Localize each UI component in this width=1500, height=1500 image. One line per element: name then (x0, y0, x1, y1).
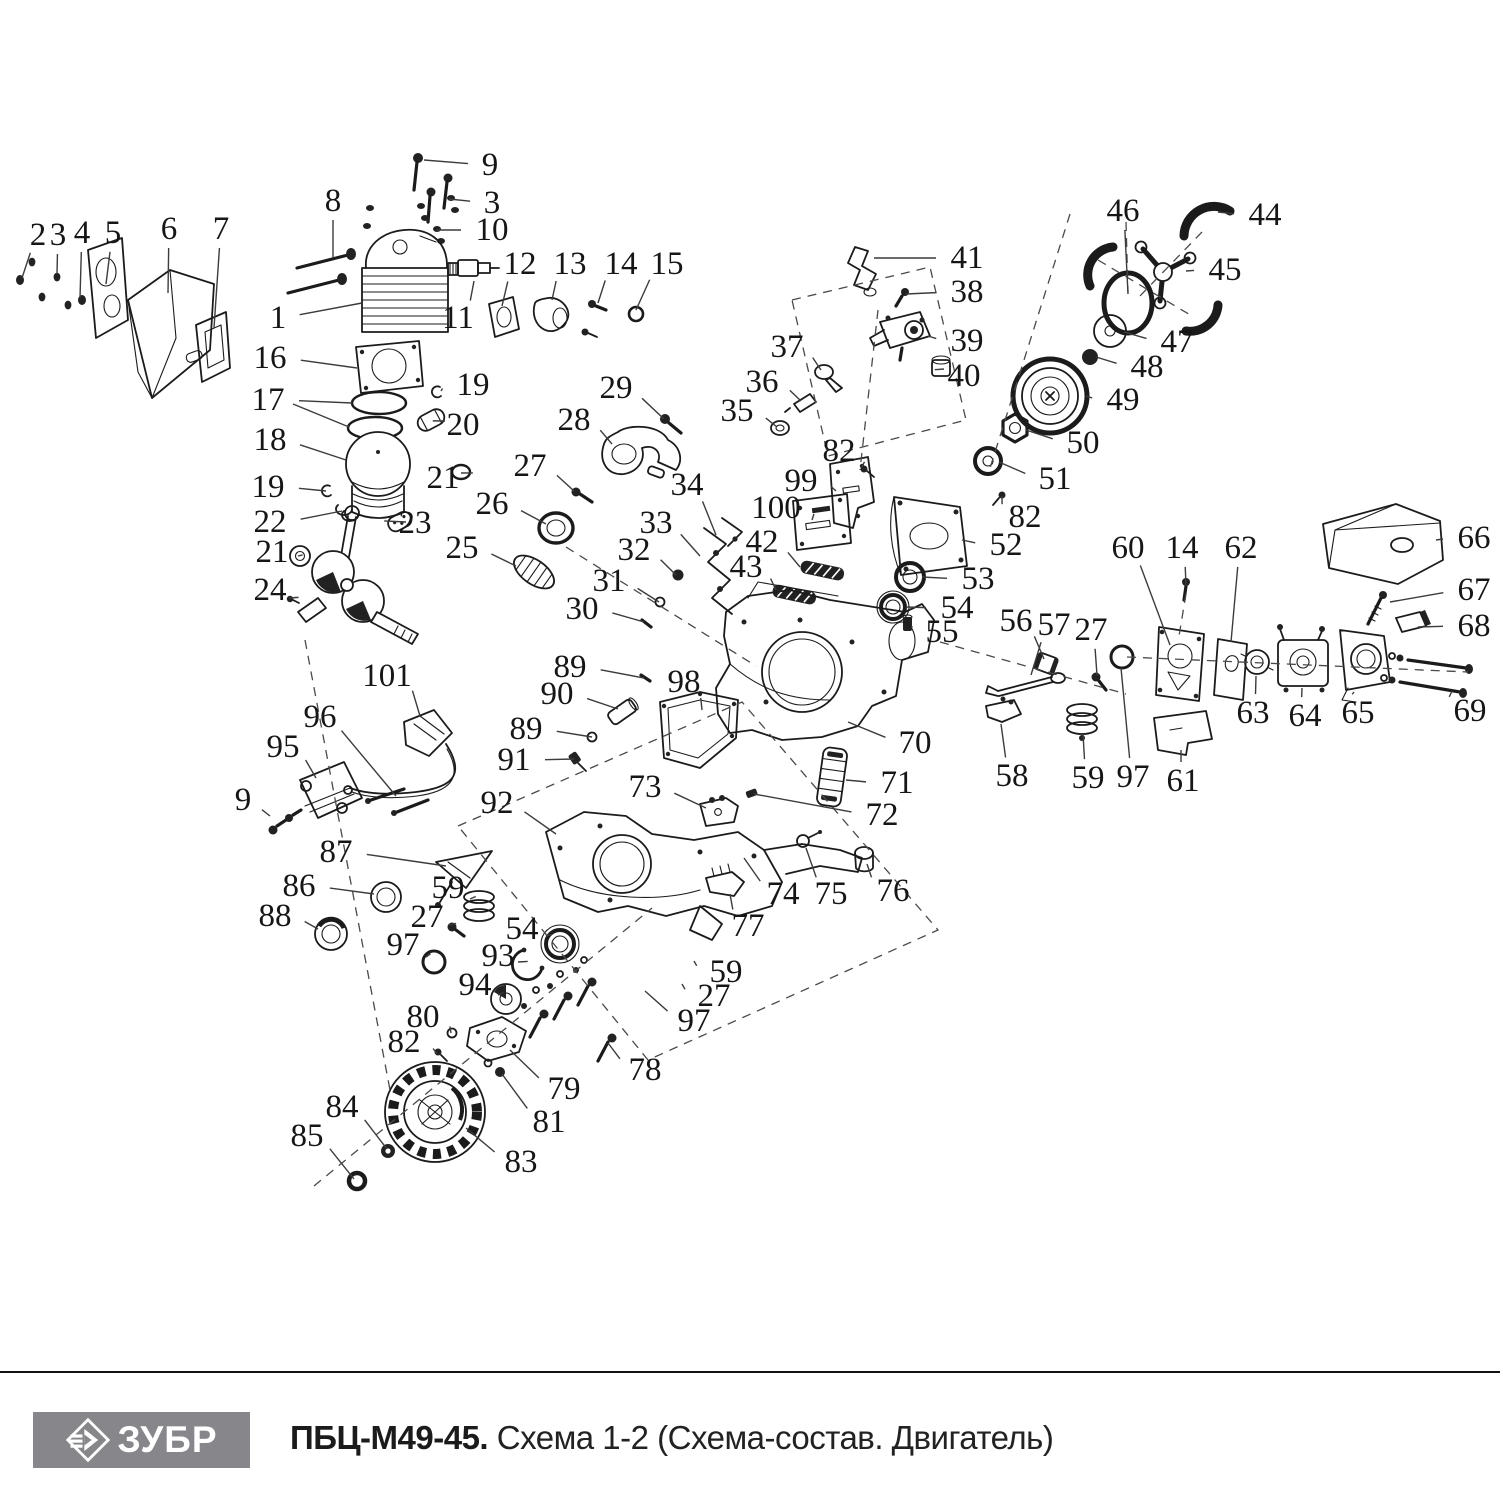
part-piston-pin-20 (415, 406, 447, 433)
construction-line (860, 310, 878, 470)
leader-line (1140, 565, 1170, 645)
callout-66: 66 (1457, 520, 1491, 556)
callout-19: 19 (251, 469, 285, 505)
callout-36: 36 (745, 364, 779, 400)
callout-97: 97 (677, 1003, 711, 1039)
part-pin-30 (642, 620, 651, 627)
leader-line (502, 281, 508, 306)
callout-54: 54 (505, 911, 539, 947)
part-oil-pump-39 (870, 312, 930, 360)
part-bumper-strip-71 (816, 747, 848, 808)
callout-3: 3 (49, 217, 67, 253)
construction-line (1098, 260, 1192, 316)
callout-25: 25 (445, 530, 479, 566)
callout-23: 23 (398, 505, 432, 541)
callout-84: 84 (325, 1089, 359, 1125)
part-insulator-plate-60 (1156, 627, 1204, 701)
part-clutch-spider-45 (1136, 242, 1196, 309)
callout-47: 47 (1160, 324, 1194, 360)
leader-line (298, 555, 303, 556)
leader-line (682, 984, 685, 989)
callout-19: 19 (456, 367, 490, 403)
leader-line (80, 252, 81, 298)
leader-line (598, 280, 605, 303)
leader-line (1185, 567, 1186, 586)
part-washer-31 (656, 598, 665, 607)
callout-58: 58 (995, 758, 1029, 794)
leader-line (367, 854, 446, 866)
callout-41: 41 (950, 240, 984, 276)
leader-line (1186, 270, 1194, 271)
leader-line (1095, 649, 1097, 675)
part-oil-seal-88 (315, 918, 347, 950)
leader-line (645, 991, 668, 1011)
callout-59: 59 (431, 870, 465, 906)
footer-divider (0, 1371, 1500, 1373)
footer (0, 1395, 1500, 1495)
leader-line (299, 401, 352, 403)
part-bolts-69 (1381, 653, 1473, 698)
callout-39: 39 (950, 323, 984, 359)
leader-line (168, 248, 169, 293)
callout-14: 14 (604, 246, 638, 282)
brand-diamond-icon (65, 1417, 111, 1463)
part-plug-76 (855, 847, 873, 871)
part-screw-82b (993, 492, 1006, 506)
callout-100: 100 (751, 490, 801, 526)
part-ball-48 (1082, 349, 1098, 365)
part-nut-84 (381, 1144, 395, 1158)
callout-89: 89 (553, 649, 587, 685)
leader-line (470, 896, 476, 899)
part-bearing-51 (975, 448, 1001, 474)
part-damper-59a (464, 891, 494, 921)
leader-line (552, 281, 556, 300)
callout-8: 8 (324, 183, 342, 219)
part-intake-boot-13 (534, 298, 597, 337)
callout-60: 60 (1111, 530, 1145, 566)
part-spark-plug-11 (448, 260, 499, 276)
leader-line (848, 722, 885, 737)
leader-line (846, 780, 866, 782)
callout-13: 13 (553, 246, 587, 282)
callout-99: 99 (784, 463, 818, 499)
callout-32: 32 (617, 532, 651, 568)
callout-42: 42 (745, 524, 779, 560)
callout-37: 37 (770, 329, 804, 365)
part-oil-seal-53 (896, 563, 924, 591)
callout-54: 54 (940, 590, 974, 626)
part-pin-55 (903, 615, 912, 631)
leader-line (557, 475, 574, 491)
leader-line (1390, 593, 1443, 602)
leader-line (424, 160, 468, 164)
leader-line (999, 462, 1025, 473)
leader-line (502, 1074, 527, 1108)
callout-1: 1 (269, 300, 287, 336)
callout-61: 61 (1166, 763, 1200, 799)
leader-line (812, 514, 814, 520)
callout-63: 63 (1236, 695, 1270, 731)
part-oil-hose-41 (848, 247, 876, 296)
leader-line (608, 1043, 620, 1059)
leader-line (928, 336, 936, 339)
leader-line (906, 607, 926, 608)
leader-line (301, 511, 342, 519)
leader-line (703, 501, 716, 535)
callout-49: 49 (1106, 382, 1140, 418)
part-plate-79 (467, 1017, 526, 1061)
callout-79: 79 (547, 1071, 581, 1107)
part-oil-pump-28 (602, 427, 680, 479)
part-ring-86 (371, 882, 401, 912)
callout-9: 9 (481, 147, 499, 183)
leader-line (365, 1120, 387, 1149)
callout-72: 72 (865, 797, 899, 833)
leader-line (694, 961, 697, 966)
leader-line (790, 390, 801, 401)
callout-52: 52 (989, 527, 1023, 563)
callout-82: 82 (1008, 499, 1042, 535)
part-nozzle-37 (815, 365, 842, 392)
part-circlip-19a (432, 386, 441, 397)
leader-line (788, 552, 800, 567)
callout-26: 26 (475, 486, 509, 522)
callout-22: 22 (253, 504, 287, 540)
callout-68: 68 (1457, 608, 1491, 644)
callout-29: 29 (599, 370, 633, 406)
callout-33: 33 (639, 505, 673, 541)
part-screw-14 (588, 300, 606, 310)
callout-80: 80 (406, 999, 440, 1035)
leader-line (305, 921, 318, 929)
callout-70: 70 (898, 725, 932, 761)
callout-74: 74 (766, 876, 800, 912)
leader-line (1418, 626, 1443, 627)
part-bracket-73 (700, 795, 738, 826)
callout-18: 18 (253, 422, 287, 458)
leader-line (450, 1026, 451, 1033)
callout-93: 93 (481, 938, 515, 974)
callout-82: 82 (387, 1024, 421, 1060)
callout-27: 27 (1074, 612, 1108, 648)
leader-line (587, 699, 618, 709)
callout-28: 28 (557, 402, 591, 438)
leader-line (330, 1149, 354, 1179)
leader-line (674, 793, 706, 808)
callout-38: 38 (950, 274, 984, 310)
callout-67: 67 (1457, 572, 1491, 608)
callout-91: 91 (497, 742, 531, 778)
leader-line (470, 281, 474, 301)
schema-model: ПБЦ-М49-45. (290, 1419, 489, 1456)
callout-16: 16 (253, 340, 287, 376)
leader-line (806, 848, 816, 877)
part-cylinder-90 (607, 697, 640, 726)
callout-21: 21 (255, 534, 289, 570)
callout-35: 35 (720, 393, 754, 429)
callout-75: 75 (814, 876, 848, 912)
callout-27: 27 (410, 899, 444, 935)
callout-30: 30 (565, 591, 599, 627)
part-clutch-drum-49 (1013, 359, 1087, 433)
callout-101: 101 (362, 658, 412, 694)
callout-10: 10 (475, 212, 509, 248)
callout-27: 27 (697, 978, 731, 1014)
callout-96: 96 (303, 699, 337, 735)
part-plate-100 (793, 494, 851, 550)
leader-line (601, 670, 644, 678)
part-gasket-16 (356, 341, 423, 393)
part-carburetor-64 (1277, 624, 1328, 693)
callout-7: 7 (212, 211, 230, 247)
part-fuel-line-57 (986, 673, 1065, 696)
callout-44: 44 (1248, 197, 1282, 233)
part-screws-78 (521, 957, 617, 1061)
callout-77: 77 (731, 908, 765, 944)
part-spacer-68 (1396, 610, 1431, 632)
leader-line (1231, 567, 1238, 642)
callout-59: 59 (709, 954, 743, 990)
callout-94: 94 (458, 967, 492, 1003)
callout-27: 27 (513, 448, 547, 484)
leader-line (681, 534, 700, 556)
part-screw-27d (1092, 673, 1107, 691)
callout-56: 56 (999, 603, 1033, 639)
callout-64: 64 (1288, 698, 1322, 734)
callout-11: 11 (442, 300, 474, 336)
leader-line (289, 597, 299, 598)
leader-line (300, 303, 362, 315)
part-oil-seal-26 (539, 513, 573, 543)
callout-62: 62 (1224, 530, 1258, 566)
callout-50: 50 (1066, 425, 1100, 461)
part-needle-bearing-50 (1003, 414, 1027, 442)
part-gasket-5 (88, 238, 128, 338)
leader-line (935, 369, 944, 370)
part-screws-9b (269, 810, 302, 835)
callout-89: 89 (509, 711, 543, 747)
part-valve-35 (771, 421, 789, 435)
callout-76: 76 (876, 873, 910, 909)
leader-line (612, 613, 644, 622)
callout-53: 53 (961, 561, 995, 597)
construction-box (792, 267, 966, 456)
part-gasket-61 (1154, 711, 1212, 755)
callout-95: 95 (266, 729, 300, 765)
callout-92: 92 (480, 785, 514, 821)
callout-81: 81 (532, 1104, 566, 1140)
callout-15: 15 (650, 246, 684, 282)
part-gasket-7 (196, 312, 230, 382)
leader-line (300, 445, 346, 460)
callout-82: 82 (822, 433, 856, 469)
part-bolt-67 (1368, 591, 1387, 624)
leader-line (441, 389, 443, 391)
leader-line (906, 293, 936, 294)
part-screw-29 (660, 414, 681, 433)
leader-line (701, 698, 702, 710)
part-bolt-91 (568, 751, 586, 771)
callout-21: 21 (426, 460, 460, 496)
leader-line (262, 810, 270, 816)
callout-51: 51 (1038, 461, 1072, 497)
part-screw-38 (896, 288, 909, 306)
callout-87: 87 (319, 834, 353, 870)
part-valve-36 (785, 394, 816, 412)
leader-line (642, 398, 664, 419)
schema-subtitle: Схема 1-2 (Схема-состав. Двигатель) (488, 1419, 1054, 1456)
part-pin-72 (745, 788, 758, 798)
callout-17: 17 (251, 382, 285, 418)
leader-line (1121, 668, 1130, 758)
callout-31: 31 (592, 563, 626, 599)
callout-12: 12 (503, 246, 537, 282)
leader-line (518, 961, 528, 962)
callouts (22, 147, 1491, 1180)
brand-name: ЗУБР (117, 1419, 218, 1460)
leader-line (545, 759, 574, 760)
leader-line (106, 252, 110, 284)
part-spring-42 (799, 560, 845, 582)
callout-71: 71 (880, 765, 914, 801)
leader-line (557, 731, 592, 737)
leader-line (412, 691, 420, 716)
callout-4: 4 (73, 215, 91, 251)
part-washer-80 (448, 1029, 457, 1038)
callout-83: 83 (504, 1144, 538, 1180)
part-bolts-8 (288, 248, 356, 293)
callout-20: 20 (446, 407, 480, 443)
callout-24: 24 (253, 572, 287, 608)
leader-line (1436, 539, 1443, 540)
part-damper-59c (1067, 704, 1097, 741)
callout-73: 73 (628, 769, 662, 805)
callout-90: 90 (540, 676, 574, 712)
schema-title (290, 1419, 1053, 1457)
callout-57: 57 (1037, 607, 1071, 643)
leader-line (636, 280, 650, 310)
callout-59: 59 (1071, 760, 1105, 796)
part-nut-32 (673, 570, 684, 581)
callout-78: 78 (628, 1052, 662, 1088)
leader-line (1096, 357, 1117, 363)
callout-69: 69 (1453, 693, 1487, 729)
callout-65: 65 (1341, 695, 1375, 731)
callout-40: 40 (947, 358, 981, 394)
callout-43: 43 (729, 549, 763, 585)
callout-88: 88 (258, 898, 292, 934)
leader-line (491, 554, 516, 566)
callout-98: 98 (667, 664, 701, 700)
callout-9: 9 (234, 782, 252, 818)
part-air-box-66 (1323, 504, 1443, 584)
callout-14: 14 (1165, 530, 1199, 566)
leader-line (301, 360, 357, 368)
brand-logo (33, 1412, 250, 1468)
part-gasket-98 (660, 692, 738, 768)
callout-46: 46 (1106, 193, 1140, 229)
part-bracket-58 (986, 697, 1021, 723)
part-worm-gear-25 (508, 549, 559, 595)
part-screw-27a (572, 488, 593, 503)
callout-86: 86 (282, 868, 316, 904)
part-gasket-62 (1214, 639, 1247, 700)
callout-6: 6 (160, 211, 178, 247)
leader-line (510, 1050, 539, 1078)
part-bracket-77 (706, 864, 744, 896)
leader-line (524, 812, 556, 834)
part-screw-82c (435, 1049, 448, 1062)
part-washer-94 (491, 984, 521, 1014)
callout-48: 48 (1130, 349, 1164, 385)
leader-line (661, 560, 676, 575)
callout-34: 34 (670, 467, 704, 503)
part-manifold-65 (1340, 630, 1390, 702)
leader-line (744, 858, 760, 881)
leader-line (638, 588, 659, 602)
leader-line (22, 253, 30, 278)
callout-97: 97 (1116, 759, 1150, 795)
callout-55: 55 (925, 614, 959, 650)
callout-85: 85 (290, 1118, 324, 1154)
leader-line (754, 794, 851, 812)
part-circlip-93 (512, 948, 544, 980)
part-cylinder-1 (362, 230, 448, 332)
callout-2: 2 (29, 217, 47, 253)
callout-3: 3 (483, 185, 501, 221)
leader-line (330, 888, 374, 894)
callout-45: 45 (1208, 252, 1242, 288)
part-gasket-12 (489, 297, 519, 337)
callout-97: 97 (386, 927, 420, 963)
part-flywheel-83 (385, 1062, 485, 1162)
leader-line (1352, 692, 1354, 694)
leader-line (293, 404, 349, 427)
part-bearing-54b (541, 925, 579, 963)
callout-5: 5 (104, 215, 122, 251)
part-oring-97a (423, 951, 445, 973)
leader-line (1001, 724, 1006, 757)
